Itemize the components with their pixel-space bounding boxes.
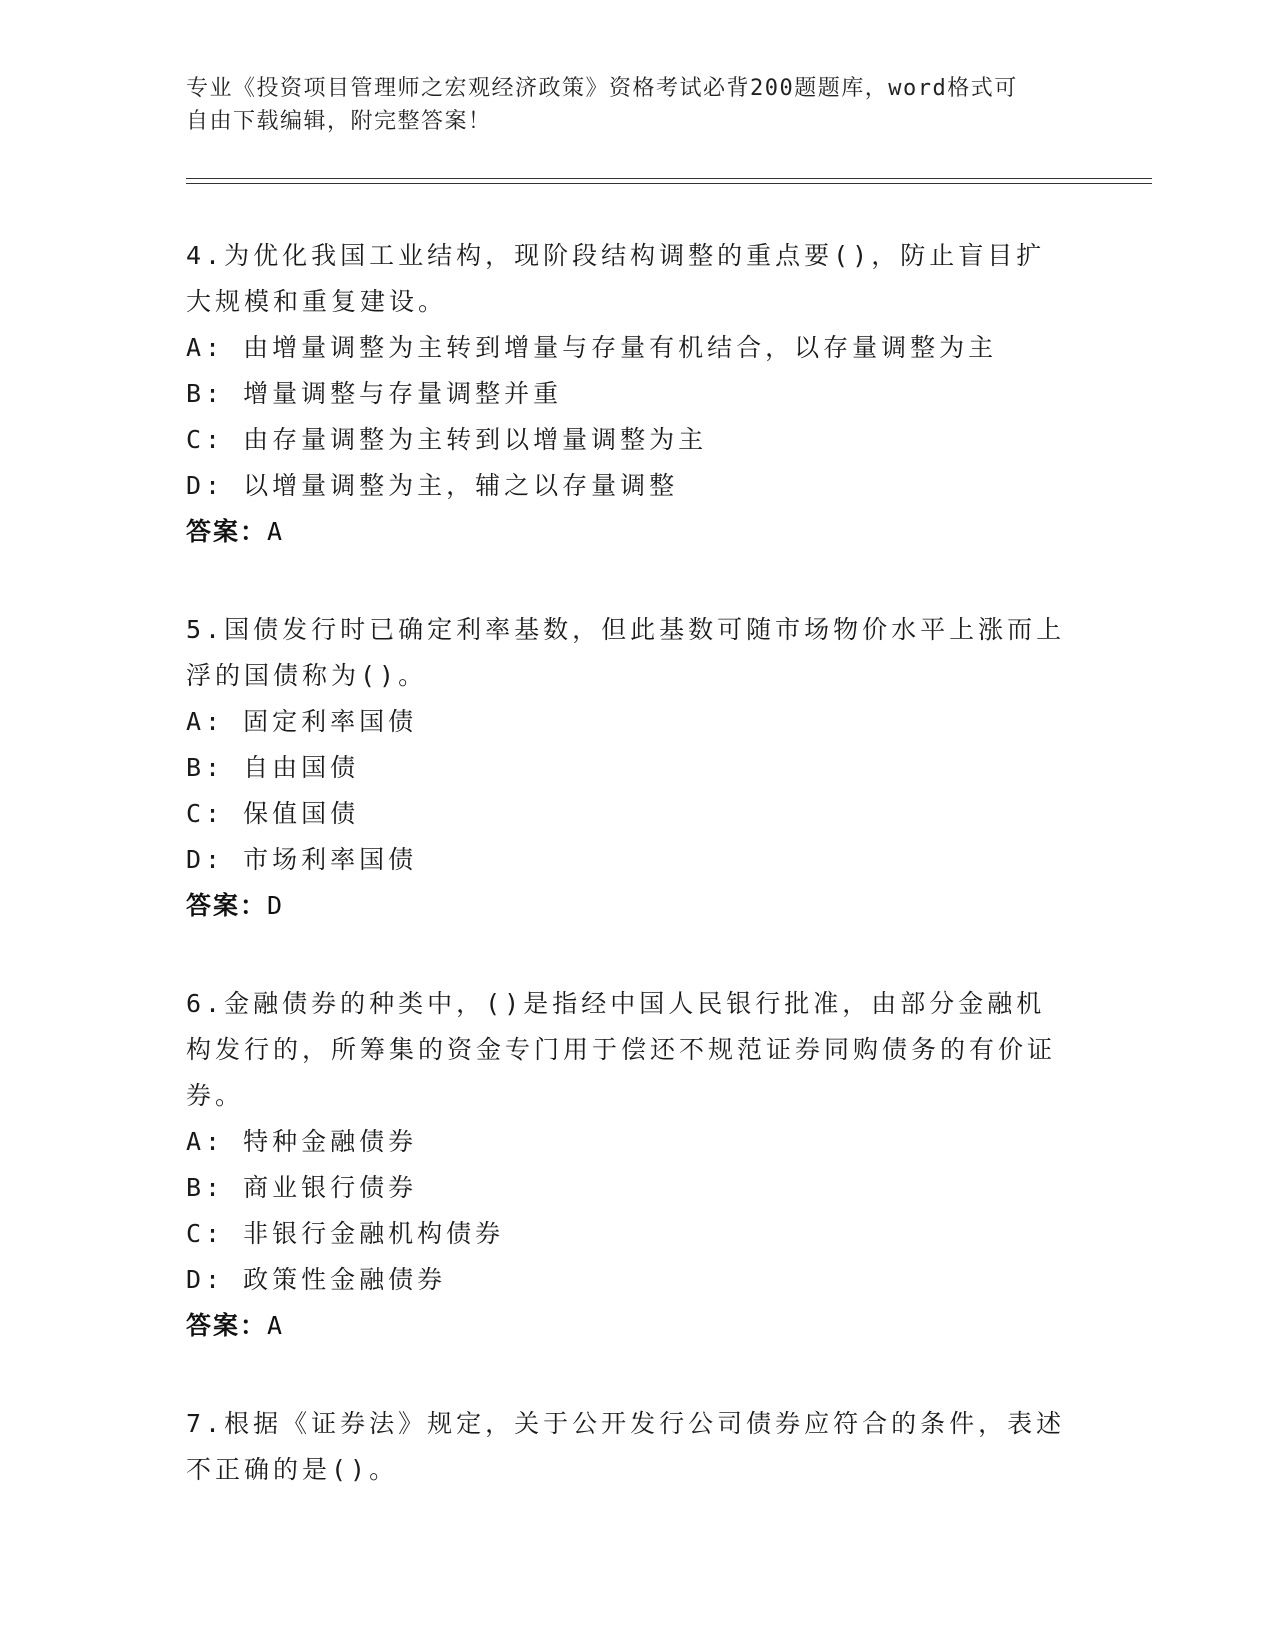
header-divider-bottom: [186, 183, 1152, 184]
answer-value: A: [267, 1311, 284, 1340]
header-line-2: 自由下载编辑，附完整答案！: [186, 109, 492, 134]
option-d: D: 以增量调整为主，辅之以存量调整: [186, 471, 679, 500]
option-a: A: 由增量调整为主转到增量与存量有机结合，以存量调整为主: [186, 333, 998, 362]
answer-label: 答案：: [186, 517, 268, 546]
answer-label: 答案：: [186, 891, 268, 920]
option-c: C: 由存量调整为主转到以增量调整为主: [186, 425, 708, 454]
document-header: [186, 72, 1066, 138]
question-item: [186, 1401, 1066, 1493]
answer-line: [186, 1303, 1066, 1349]
answer-line: [186, 509, 1066, 555]
question-item: [186, 233, 1066, 555]
question-stem: 4.为优化我国工业结构，现阶段结构调整的重点要()，防止盲目扩大规模和重复建设。: [186, 241, 1046, 316]
option-b: B: 商业银行债券: [186, 1173, 418, 1202]
question-stem: 5.国债发行时已确定利率基数，但此基数可随市场物价水平上涨而上浮的国债称为()。: [186, 615, 1066, 690]
header-line-1: 专业《投资项目管理师之宏观经济政策》资格考试必背200题题库，word格式可: [186, 76, 1018, 101]
question-stem: 7.根据《证券法》规定，关于公开发行公司债券应符合的条件，表述不正确的是()。: [186, 1409, 1066, 1484]
answer-value: A: [267, 517, 284, 546]
question-item: [186, 607, 1066, 929]
option-b: B: 增量调整与存量调整并重: [186, 379, 563, 408]
header-divider-top: [186, 178, 1152, 179]
option-c: C: 保值国债: [186, 799, 360, 828]
question-list: [186, 233, 1066, 1545]
answer-value: D: [267, 891, 284, 920]
option-a: A: 固定利率国债: [186, 707, 418, 736]
option-d: D: 市场利率国债: [186, 845, 418, 874]
option-c: C: 非银行金融机构债券: [186, 1219, 505, 1248]
question-item: [186, 981, 1066, 1349]
option-b: B: 自由国债: [186, 753, 360, 782]
option-d: D: 政策性金融债券: [186, 1265, 447, 1294]
answer-label: 答案：: [186, 1311, 268, 1340]
question-stem: 6.金融债券的种类中，()是指经中国人民银行批准，由部分金融机构发行的，所筹集的资金专门用于偿还不规范证券同购债务的有价证券。: [186, 989, 1057, 1110]
option-a: A: 特种金融债券: [186, 1127, 418, 1156]
answer-line: [186, 883, 1066, 929]
